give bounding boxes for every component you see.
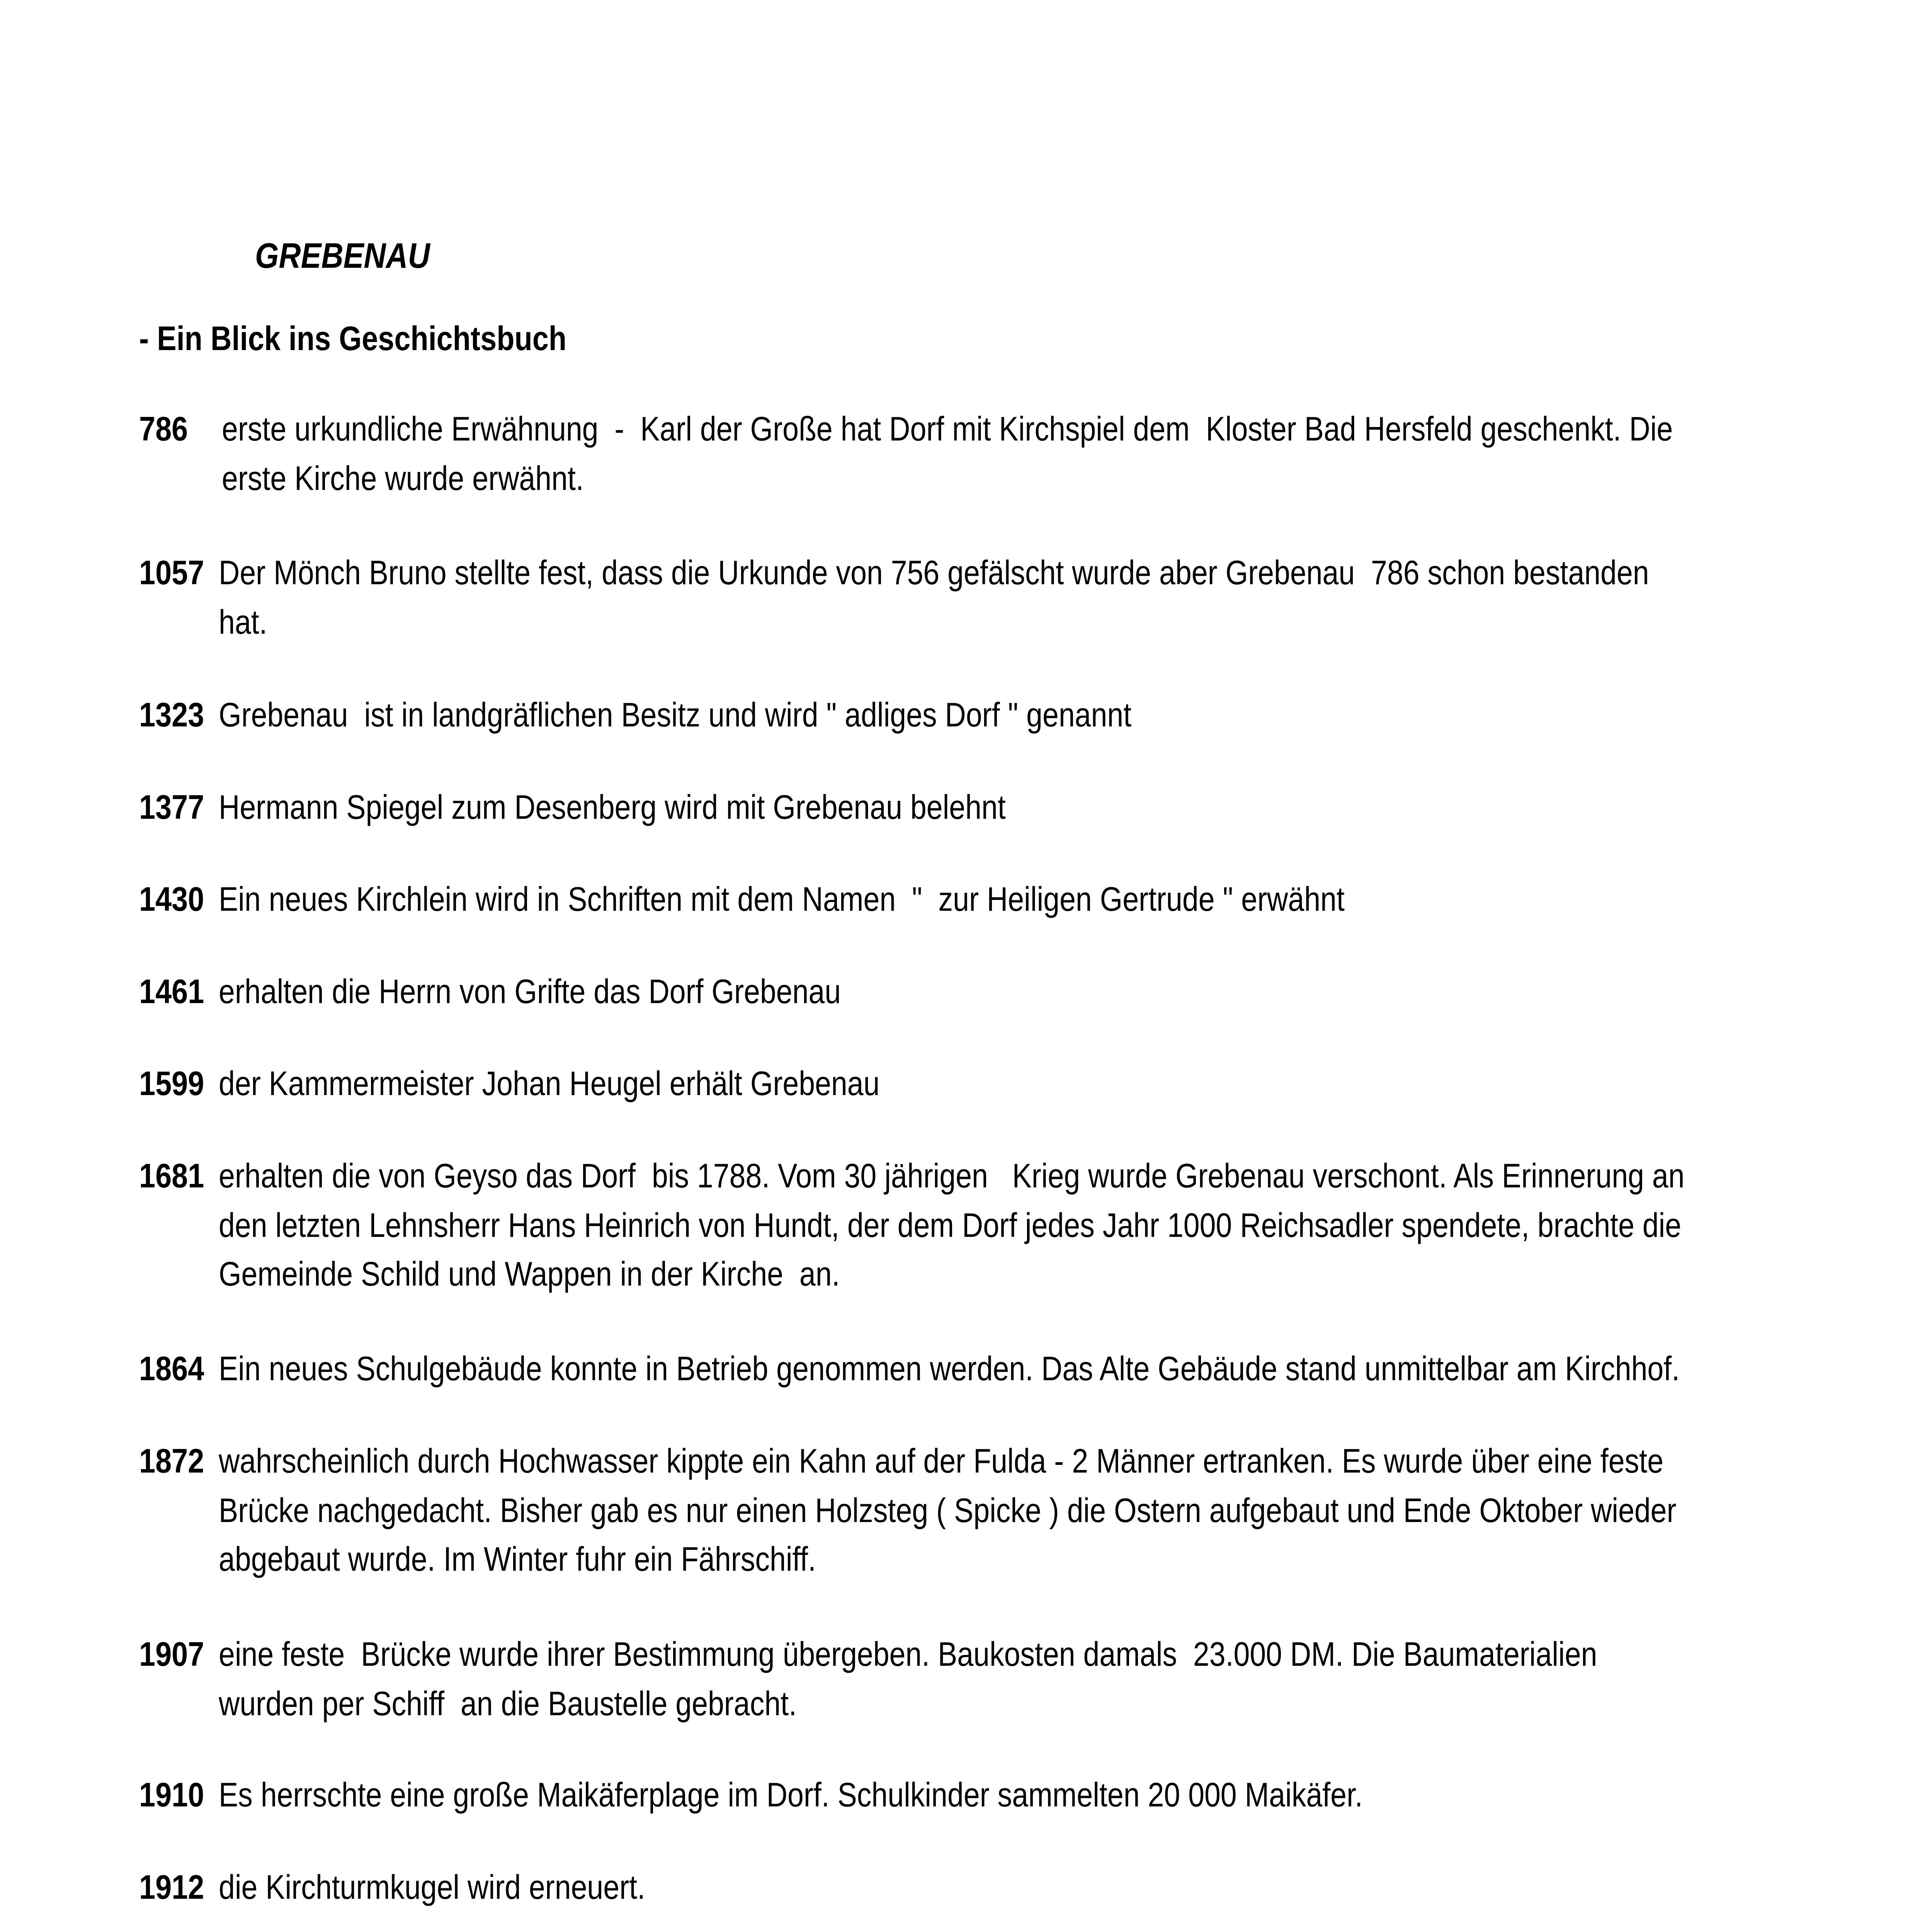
entry-year: 1599	[139, 1064, 204, 1102]
entry-text-line: die Kirchturmkugel wird erneuert.	[219, 1868, 645, 1906]
entry-text-line: abgebaut wurde. Im Winter fuhr ein Fährschiff.	[219, 1540, 816, 1578]
document-subtitle: - Ein Blick ins Geschichtsbuch	[139, 319, 567, 357]
entry-year: 1681	[139, 1156, 204, 1195]
entry-text-line: hat.	[219, 603, 267, 641]
entry-text-line: Es herrschte eine große Maikäferplage im Dorf. Schulkinder sammelten 20 000 Maikäfer.	[219, 1776, 1363, 1814]
entry-text-line: Ein neues Schulgebäude konnte in Betrieb genommen werden. Das Alte Gebäude stand unmittelbar am Kirchhof.	[219, 1349, 1680, 1388]
entry-text-line: Gemeinde Schild und Wappen in der Kirche an.	[219, 1255, 840, 1293]
document-title: GREBENAU	[255, 236, 430, 276]
entry-text-line: Grebenau ist in landgräflichen Besitz und wird " adliges Dorf " genannt	[219, 696, 1132, 734]
entry-text-line: Der Mönch Bruno stellte fest, dass die Urkunde von 756 gefälscht wurde aber Grebenau 786 schon bestanden	[219, 553, 1649, 592]
entry-text-line: wurden per Schiff an die Baustelle gebracht.	[219, 1684, 797, 1723]
entry-text-line: erhalten die von Geyso das Dorf bis 1788. Vom 30 jährigen Krieg wurde Grebenau verschont. Als Erinnerung an	[219, 1156, 1685, 1195]
entry-text-line: den letzten Lehnsherr Hans Heinrich von Hundt, der dem Dorf jedes Jahr 1000 Reichsadler spendete, brachte die	[219, 1206, 1682, 1244]
entry-year: 1910	[139, 1776, 204, 1814]
entry-year: 1912	[139, 1868, 204, 1906]
entry-year: 1864	[139, 1349, 204, 1388]
entry-year: 1461	[139, 972, 204, 1010]
entry-text-line: Hermann Spiegel zum Desenberg wird mit Grebenau belehnt	[219, 788, 1006, 826]
entry-year: 1872	[139, 1442, 204, 1480]
entry-year: 1907	[139, 1635, 204, 1673]
entry-text-line: wahrscheinlich durch Hochwasser kippte ein Kahn auf der Fulda - 2 Männer ertranken. Es wurde über eine feste	[219, 1442, 1663, 1480]
entry-text-line: eine feste Brücke wurde ihrer Bestimmung übergeben. Baukosten damals 23.000 DM. Die Baumaterialien	[219, 1635, 1597, 1673]
entry-text-line: Ein neues Kirchlein wird in Schriften mit dem Namen " zur Heiligen Gertrude " erwähnt	[219, 880, 1345, 918]
entry-text-line: der Kammermeister Johan Heugel erhält Grebenau	[219, 1064, 880, 1102]
entry-text-line: erste Kirche wurde erwähnt.	[222, 459, 584, 497]
entry-year: 1430	[139, 880, 204, 918]
entry-year: 1377	[139, 788, 204, 826]
entry-year: 1057	[139, 553, 204, 592]
entry-text-line: Brücke nachgedacht. Bisher gab es nur einen Holzsteg ( Spicke ) die Ostern aufgebaut und Ende Oktober wieder	[219, 1491, 1677, 1529]
entry-year: 1323	[139, 696, 204, 734]
entry-text-line: erhalten die Herrn von Grifte das Dorf Grebenau	[219, 972, 841, 1010]
entry-year: 786	[139, 410, 188, 448]
entry-text-line: erste urkundliche Erwähnung - Karl der Große hat Dorf mit Kirchspiel dem Kloster Bad Hersfeld geschenkt. Die	[222, 410, 1673, 448]
